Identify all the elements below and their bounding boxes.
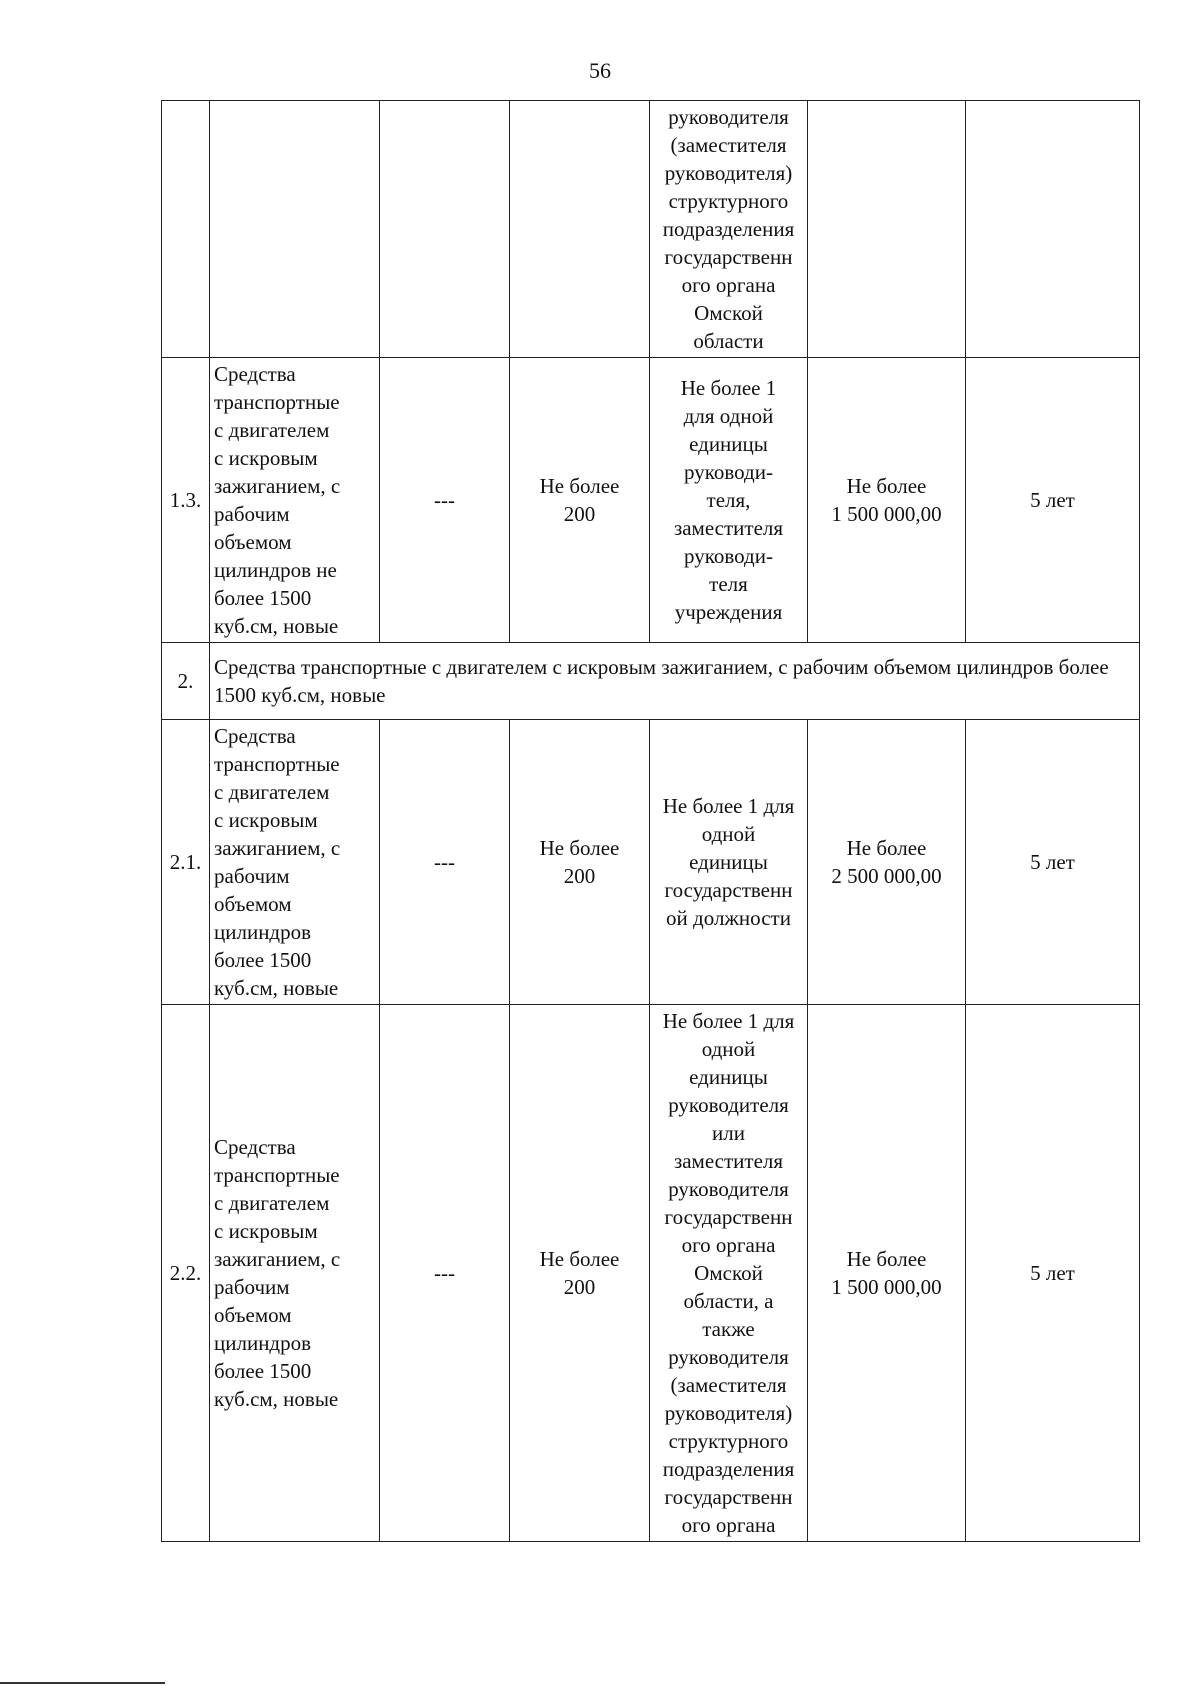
term-cell: 5 лет bbox=[966, 720, 1140, 1005]
row-number-cell: 1.3. bbox=[162, 358, 210, 643]
row-number-cell: 2.2. bbox=[162, 1005, 210, 1542]
page-number: 56 bbox=[589, 58, 611, 83]
table-row-1-3 bbox=[162, 358, 1140, 643]
col3-cell: --- bbox=[380, 720, 510, 1005]
item-name-cell: Средства транспортные с двигателем с искровым зажиганием, с рабочим объемом цилиндров не более 1500 куб.см, новые bbox=[210, 358, 380, 643]
price-cell: Не более 1 500 000,00 bbox=[808, 1005, 966, 1542]
price-cell bbox=[808, 101, 966, 358]
quantity-cell: Не более 1 для одной единицы руководи- теля, заместителя руководи- теля учреждения bbox=[650, 358, 808, 643]
col3-cell: --- bbox=[380, 358, 510, 643]
power-cell: Не более 200 bbox=[510, 358, 650, 643]
table-row-2-2 bbox=[162, 1005, 1140, 1542]
power-cell: Не более 200 bbox=[510, 1005, 650, 1542]
row-number-cell: 2.1. bbox=[162, 720, 210, 1005]
vehicle-norms-table bbox=[161, 100, 1140, 1542]
row-number-cell bbox=[162, 101, 210, 358]
table-row-2-1 bbox=[162, 720, 1140, 1005]
quantity-cell: руководителя (заместителя руководителя) структурного подразделения государственн ого органа Омской области bbox=[650, 101, 808, 358]
quantity-cell: Не более 1 для одной единицы государственн ой должности bbox=[650, 720, 808, 1005]
section-heading-cell: Средства транспортные с двигателем с искровым зажиганием, с рабочим объемом цилиндров более 1500 куб.см, новые bbox=[210, 643, 1140, 720]
col3-cell bbox=[380, 101, 510, 358]
power-cell: Не более 200 bbox=[510, 720, 650, 1005]
table-row-2-section bbox=[162, 643, 1140, 720]
col3-cell: --- bbox=[380, 1005, 510, 1542]
price-cell: Не более 1 500 000,00 bbox=[808, 358, 966, 643]
term-cell: 5 лет bbox=[966, 1005, 1140, 1542]
quantity-cell: Не более 1 для одной единицы руководителя или заместителя руководителя государственн ого органа Омской области, а также руководителя (заместителя руководителя) структурного подразделения государственн ого органа bbox=[650, 1005, 808, 1542]
row-number-cell: 2. bbox=[162, 643, 210, 720]
price-cell: Не более 2 500 000,00 bbox=[808, 720, 966, 1005]
term-cell bbox=[966, 101, 1140, 358]
term-cell: 5 лет bbox=[966, 358, 1140, 643]
power-cell bbox=[510, 101, 650, 358]
item-name-cell: Средства транспортные с двигателем с искровым зажиганием, с рабочим объемом цилиндров более 1500 куб.см, новые bbox=[210, 1005, 380, 1542]
table-row-continuation bbox=[162, 101, 1140, 358]
scan-edge-line bbox=[0, 1682, 165, 1684]
item-name-cell: Средства транспортные с двигателем с искровым зажиганием, с рабочим объемом цилиндров более 1500 куб.см, новые bbox=[210, 720, 380, 1005]
item-name-cell bbox=[210, 101, 380, 358]
